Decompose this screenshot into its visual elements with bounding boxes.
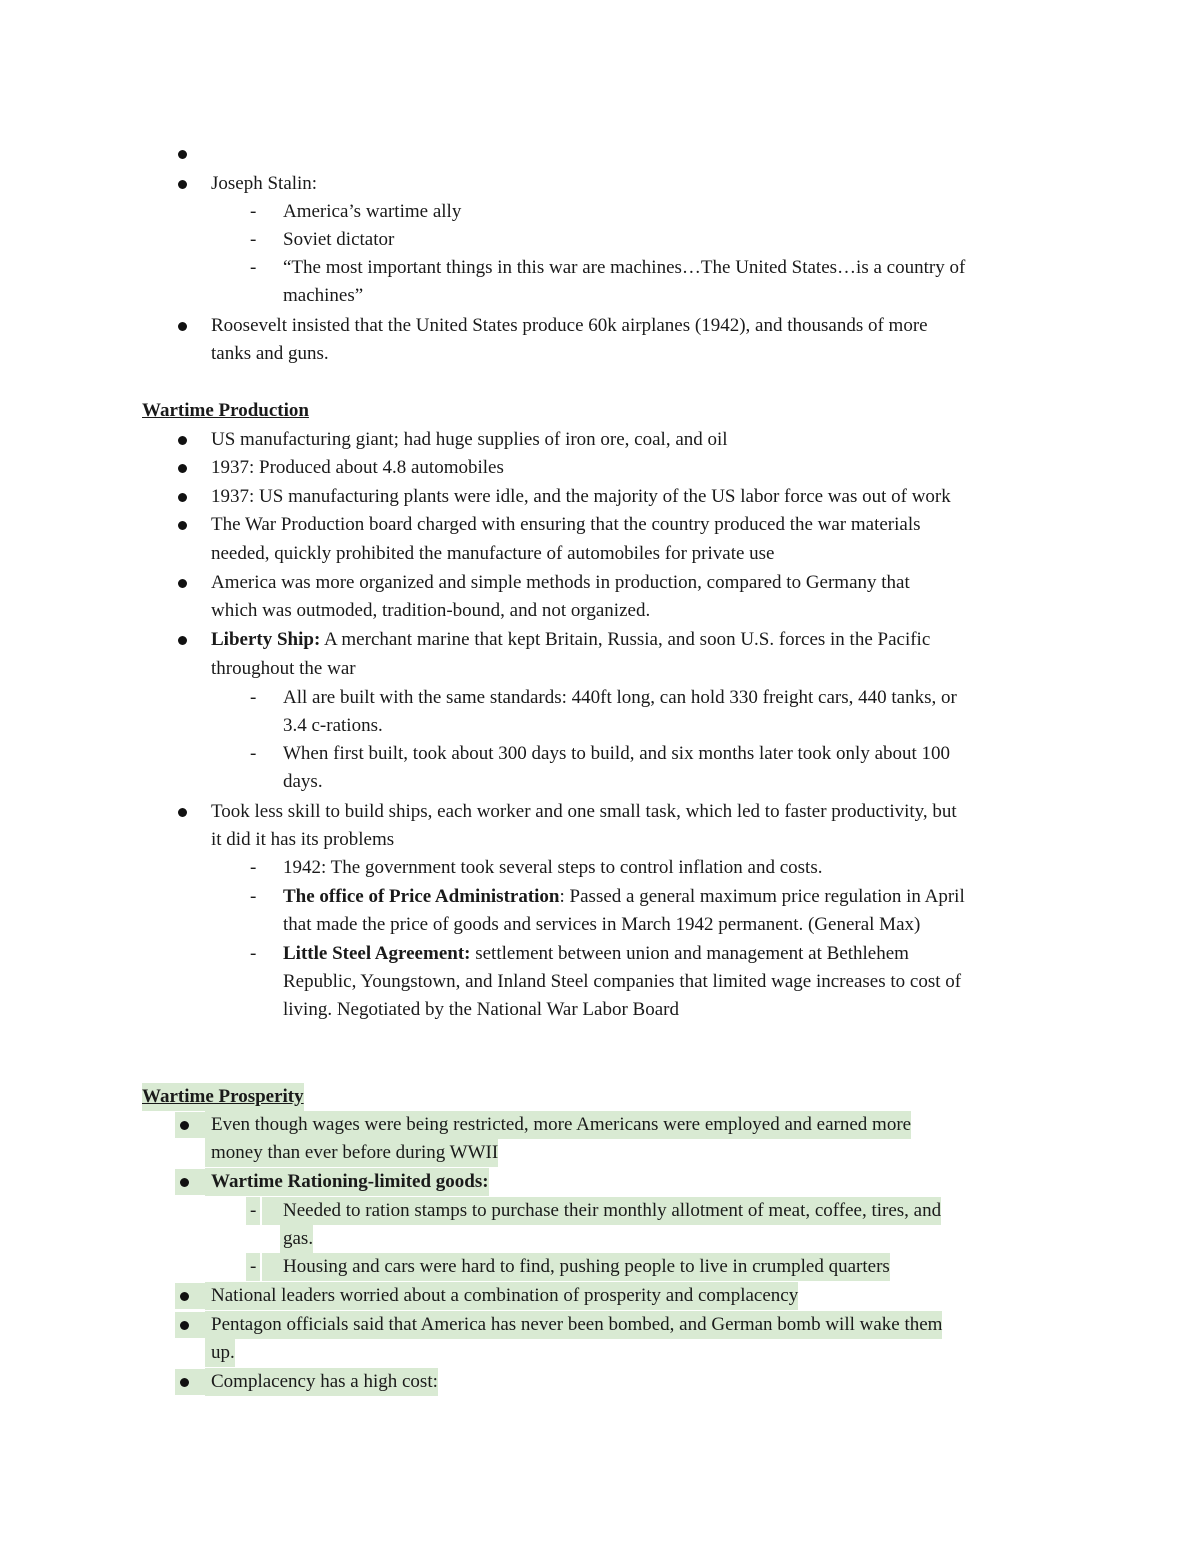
dash-marker: -: [250, 886, 257, 907]
list-item-continuation: it did it has its problems: [211, 829, 395, 850]
bullet-icon: [178, 521, 187, 530]
list-item-continuation: living. Negotiated by the National War Labor Board: [283, 999, 679, 1020]
bullet-icon: [178, 493, 187, 502]
list-item: 1937: Produced about 4.8 automobiles: [211, 457, 504, 478]
list-item: 1942: The government took several steps to control inflation and costs.: [283, 857, 823, 878]
dash-marker: -: [250, 257, 257, 278]
list-item-little-steel: [283, 940, 909, 968]
list-item-continuation: up.: [205, 1339, 235, 1367]
definition-text: A merchant marine that kept Britain, Russia, and soon U.S. forces in the Pacific: [320, 629, 931, 650]
dash-marker: -: [250, 687, 257, 708]
section-heading-production: Wartime Production: [142, 400, 309, 421]
list-item: America’s wartime ally: [283, 201, 462, 222]
list-item-liberty-ship: [211, 626, 930, 654]
term-price-administration: The office of Price Administration: [283, 886, 560, 907]
list-item: Needed to ration stamps to purchase their monthly allotment of meat, coffee, tires, and: [262, 1197, 941, 1225]
list-item: 1937: US manufacturing plants were idle, and the majority of the US labor force was out of work: [211, 486, 951, 507]
list-item-continuation: Republic, Youngstown, and Inland Steel companies that limited wage increases to cost of: [283, 971, 962, 992]
bullet-icon: [178, 636, 187, 645]
dash-marker: -: [250, 943, 257, 964]
bullet-icon: [180, 1292, 189, 1301]
list-item: America was more organized and simple methods in production, compared to Germany that: [211, 572, 910, 593]
bullet-icon: [178, 808, 187, 817]
dash-marker: -: [250, 201, 257, 222]
bullet-icon: [180, 1121, 189, 1130]
list-item: National leaders worried about a combination of prosperity and complacency: [205, 1282, 798, 1310]
list-item: Pentagon officials said that America has never been bombed, and German bomb will wake them: [205, 1311, 942, 1339]
section-heading-prosperity: Wartime Prosperity: [142, 1083, 304, 1111]
list-item: Soviet dictator: [283, 229, 395, 250]
term-liberty-ship: Liberty Ship:: [211, 629, 321, 650]
term-little-steel: Little Steel Agreement:: [283, 943, 471, 964]
list-item: All are built with the same standards: 440ft long, can hold 330 freight cars, 440 tanks, or: [283, 687, 957, 708]
bullet-icon: [180, 1178, 189, 1187]
list-item-continuation: gas.: [280, 1225, 313, 1253]
list-item: Took less skill to build ships, each worker and one small task, which led to faster productivity, but: [211, 801, 957, 822]
list-item-price-administration: [283, 883, 965, 911]
dash-marker: -: [250, 857, 257, 878]
bullet-icon: [178, 436, 187, 445]
list-item: “The most important things in this war are machines…The United States…is a country of: [283, 257, 966, 278]
term-rationing: Wartime Rationing-limited goods:: [211, 1171, 489, 1192]
bullet-icon: [178, 150, 187, 159]
list-item: US manufacturing giant; had huge supplies of iron ore, coal, and oil: [211, 429, 728, 450]
list-item-continuation: tanks and guns.: [211, 343, 329, 364]
dash-marker: -: [246, 1197, 260, 1225]
list-item: Housing and cars were hard to find, pushing people to live in crumpled quarters: [262, 1253, 890, 1281]
list-item: Joseph Stalin:: [211, 173, 318, 194]
bullet-icon: [178, 464, 187, 473]
list-item-continuation: days.: [283, 771, 323, 792]
list-item: Roosevelt insisted that the United States produce 60k airplanes (1942), and thousands of more: [211, 315, 928, 336]
list-item: When first built, took about 300 days to build, and six months later took only about 100: [283, 743, 951, 764]
dash-marker: -: [250, 229, 257, 250]
list-item-continuation: throughout the war: [211, 658, 356, 679]
list-item-continuation: which was outmoded, tradition-bound, and not organized.: [211, 600, 651, 621]
list-item-continuation: that made the price of goods and services in March 1942 permanent. (General Max): [283, 914, 921, 935]
bullet-icon: [180, 1321, 189, 1330]
bullet-icon: [180, 1378, 189, 1387]
dash-marker: -: [250, 743, 257, 764]
list-item-rationing: [205, 1168, 489, 1196]
list-item-continuation: machines”: [283, 285, 364, 306]
bullet-icon: [178, 180, 187, 189]
list-item: Even though wages were being restricted, more Americans were employed and earned more: [205, 1111, 911, 1139]
list-item-continuation: money than ever before during WWII: [205, 1139, 498, 1167]
list-item: Complacency has a high cost:: [205, 1368, 438, 1396]
bullet-icon: [178, 322, 187, 331]
list-item-continuation: needed, quickly prohibited the manufacture of automobiles for private use: [211, 543, 775, 564]
dash-marker: -: [246, 1253, 260, 1281]
list-item: The War Production board charged with ensuring that the country produced the war materials: [211, 514, 921, 535]
list-item-continuation: 3.4 c-rations.: [283, 715, 383, 736]
definition-text: settlement between union and management at Bethlehem: [470, 943, 909, 964]
definition-text: : Passed a general maximum price regulation in April: [559, 886, 965, 907]
bullet-icon: [178, 579, 187, 588]
